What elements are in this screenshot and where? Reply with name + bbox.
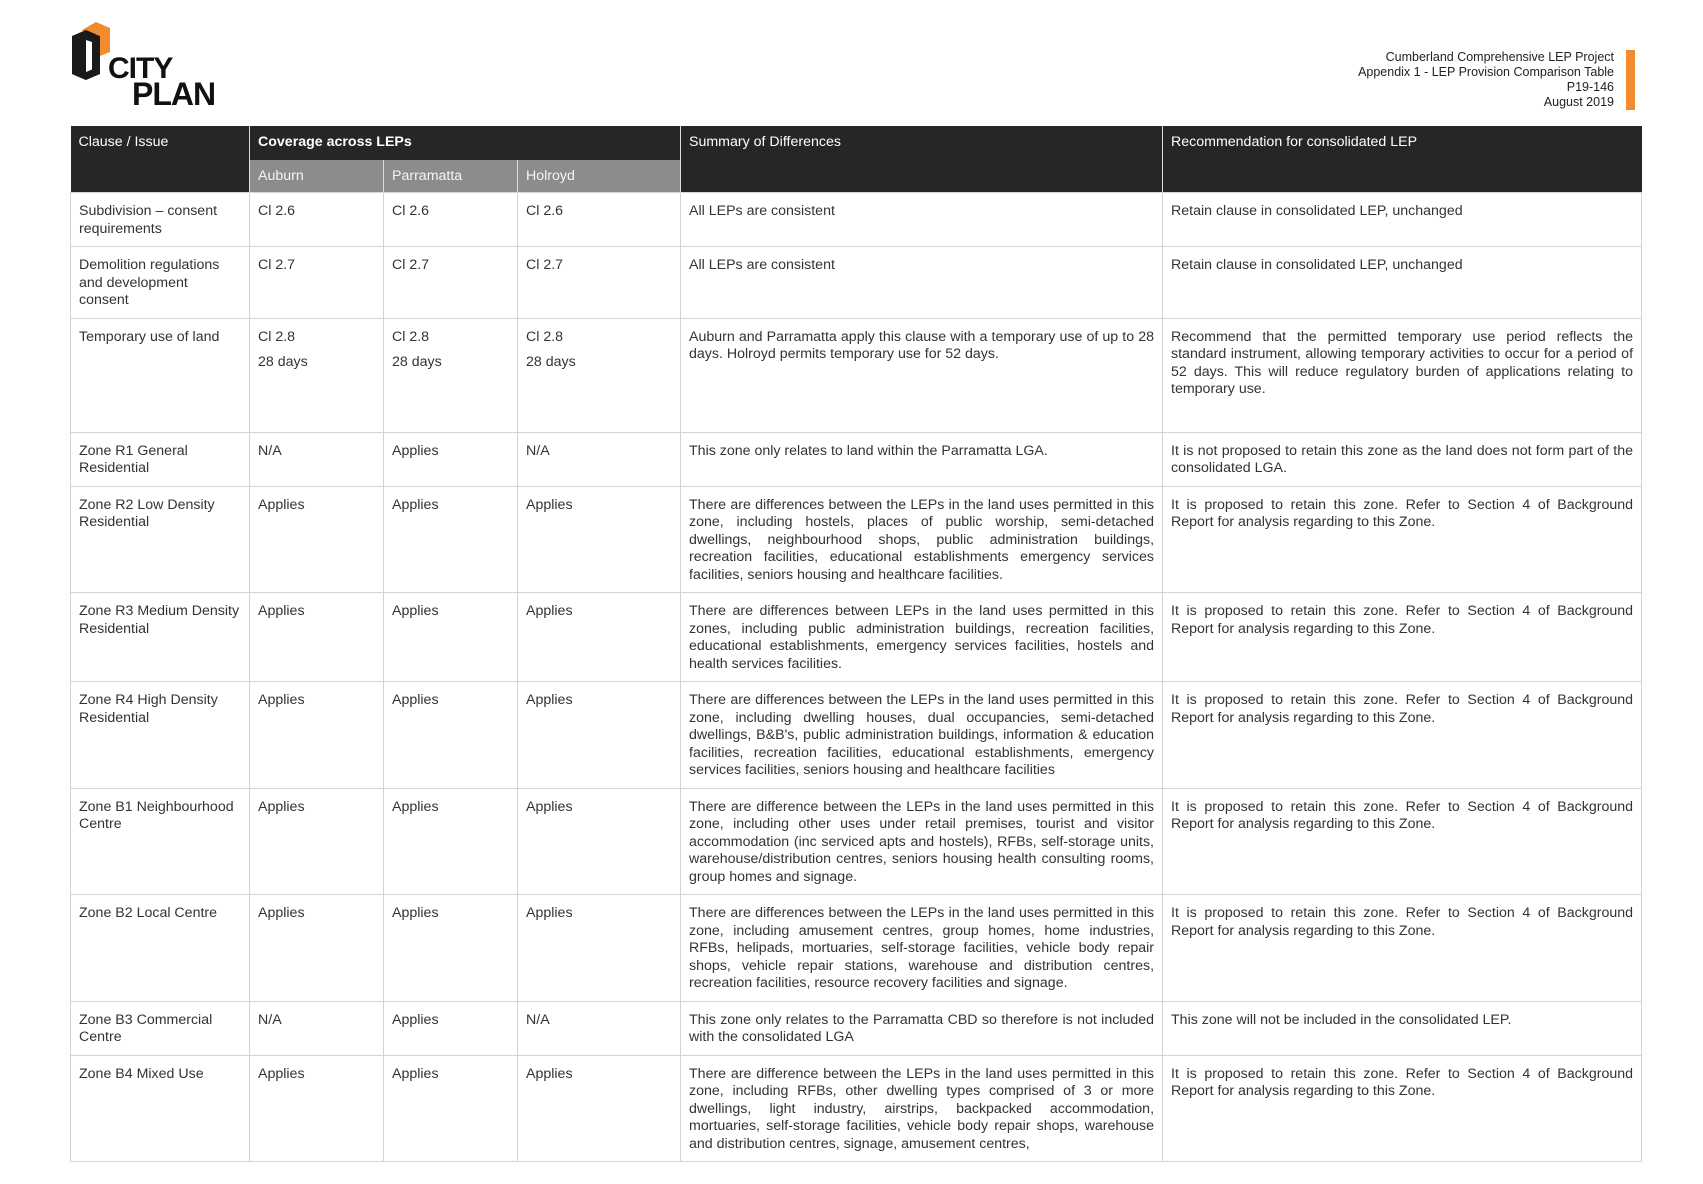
header-recommendation: Recommendation for consolidated LEP xyxy=(1163,126,1642,193)
logo-text-city: CITY xyxy=(108,52,173,85)
header-parramatta: Parramatta xyxy=(384,160,518,193)
cell-parramatta-value: Cl 2.7 xyxy=(392,257,430,273)
cell-auburn-value: Applies xyxy=(258,603,305,619)
cell-recommendation: It is proposed to retain this zone. Refer to Section 4 of Background Report for analysis regarding to this Zone. xyxy=(1163,682,1642,789)
cell-parramatta xyxy=(384,895,518,1002)
lep-comparison-table xyxy=(70,126,1642,1162)
cell-holroyd xyxy=(518,593,681,682)
header-holroyd: Holroyd xyxy=(518,160,681,193)
table-row xyxy=(71,788,1642,895)
cell-parramatta xyxy=(384,1001,518,1055)
cell-parramatta xyxy=(384,318,518,432)
cell-auburn-value: Applies xyxy=(258,496,305,513)
cell-parramatta-value: Cl 2.6 xyxy=(392,203,430,219)
cell-clause: Zone B3 Commercial Centre xyxy=(71,1001,250,1055)
cell-auburn-days: 28 days xyxy=(258,354,308,370)
cell-holroyd xyxy=(518,788,681,895)
cell-auburn xyxy=(250,193,384,247)
cell-holroyd xyxy=(518,682,681,789)
cell-auburn xyxy=(250,895,384,1002)
cell-holroyd-value: Cl 2.6 xyxy=(526,203,564,219)
table-row xyxy=(71,486,1642,593)
table-row xyxy=(71,1001,1642,1055)
cell-auburn-value: Applies xyxy=(258,1065,305,1082)
cell-parramatta xyxy=(384,1055,518,1162)
table-row xyxy=(71,247,1642,319)
cell-parramatta xyxy=(384,193,518,247)
cell-auburn xyxy=(250,593,384,682)
project-title: Cumberland Comprehensive LEP Project xyxy=(1385,50,1614,64)
cell-parramatta-value: Applies xyxy=(392,496,439,513)
cell-auburn-value: N/A xyxy=(258,1011,282,1028)
cell-holroyd-value: Applies xyxy=(526,496,573,513)
cell-holroyd xyxy=(518,1055,681,1162)
cell-holroyd-value: Applies xyxy=(526,1065,573,1082)
cell-holroyd-value: Applies xyxy=(526,905,573,921)
cell-auburn-value: N/A xyxy=(258,442,282,459)
cell-clause: Zone R3 Medium Density Residential xyxy=(71,593,250,682)
cell-summary: This zone only relates to land within the Parramatta LGA. xyxy=(681,432,1163,486)
cityplan-logo xyxy=(70,22,230,112)
logo-text-plan: PLAN xyxy=(132,76,216,112)
cell-holroyd-value: Applies xyxy=(526,692,573,708)
table-row xyxy=(71,318,1642,432)
cell-parramatta xyxy=(384,682,518,789)
cell-auburn-value: Applies xyxy=(258,905,305,921)
cell-holroyd-value: Cl 2.8 xyxy=(526,328,564,345)
cell-holroyd xyxy=(518,486,681,593)
cell-recommendation: It is proposed to retain this zone. Refer to Section 4 of Background Report for analysis regarding to this Zone. xyxy=(1163,1055,1642,1162)
cell-parramatta-value: Applies xyxy=(392,1065,439,1082)
cell-holroyd xyxy=(518,318,681,432)
header-auburn: Auburn xyxy=(250,160,384,193)
cell-parramatta-days: 28 days xyxy=(392,354,442,370)
table-row xyxy=(71,593,1642,682)
cell-auburn-value: Cl 2.8 xyxy=(258,328,296,345)
cell-summary: There are difference between the LEPs in the land uses permitted in this zone, including RFBs, other dwelling types comprised of 3 or more dwellings, light industry, airstrips, backpacked accommodation, mortuaries, self-storage facilities, vehicle body repair shops, warehouse and distribution centres, signage, amusement centres, xyxy=(681,1055,1163,1162)
cell-summary: There are differences between LEPs in the land uses permitted in this zones, including public administration buildings, recreation facilities, educational establishments, emergency services facilities, hostels and health services facilities. xyxy=(681,593,1163,682)
cell-recommendation: It is proposed to retain this zone. Refer to Section 4 of Background Report for analysis regarding to this Zone. xyxy=(1163,788,1642,895)
cell-summary: Auburn and Parramatta apply this clause with a temporary use of up to 28 days. Holroyd permits temporary use for 52 days. xyxy=(681,318,1163,432)
cell-auburn xyxy=(250,1055,384,1162)
cell-clause: Zone R1 General Residential xyxy=(71,432,250,486)
cell-auburn-value: Cl 2.7 xyxy=(258,257,296,273)
cell-parramatta-value: Applies xyxy=(392,692,439,708)
cell-clause: Zone B4 Mixed Use xyxy=(71,1055,250,1162)
cell-clause: Temporary use of land xyxy=(71,318,250,432)
cell-clause: Zone B1 Neighbourhood Centre xyxy=(71,788,250,895)
cell-recommendation: Recommend that the permitted temporary use period reflects the standard instrument, allowing temporary activities to occur for a period of 52 days. This will reduce regulatory burden of applications relating to temporary use. xyxy=(1163,318,1642,432)
cell-auburn xyxy=(250,247,384,319)
header-clause: Clause / Issue xyxy=(71,126,250,193)
cell-auburn xyxy=(250,432,384,486)
cell-clause: Zone R2 Low Density Residential xyxy=(71,486,250,593)
table-row xyxy=(71,682,1642,789)
cell-parramatta xyxy=(384,593,518,682)
cell-summary: There are differences between the LEPs in the land uses permitted in this zone, including dwelling houses, dual occupancies, semi-detached dwellings, B&B's, public administration buildings, information & education facilities, recreation facilities, educational establishments, emergency services facilities, seniors housing and healthcare facilities xyxy=(681,682,1163,789)
cell-holroyd-value: N/A xyxy=(526,442,550,459)
header-summary: Summary of Differences xyxy=(681,126,1163,193)
cell-holroyd-days: 28 days xyxy=(526,354,576,370)
cell-recommendation: Retain clause in consolidated LEP, unchanged xyxy=(1163,193,1642,247)
cell-parramatta-value: Applies xyxy=(392,798,439,815)
table-row xyxy=(71,1055,1642,1162)
cell-clause: Zone R4 High Density Residential xyxy=(71,682,250,789)
cell-parramatta-value: Applies xyxy=(392,442,439,459)
document-date: August 2019 xyxy=(1543,95,1614,109)
cell-auburn xyxy=(250,486,384,593)
cell-summary: All LEPs are consistent xyxy=(681,193,1163,247)
cell-parramatta xyxy=(384,486,518,593)
cell-recommendation: It is not proposed to retain this zone as the land does not form part of the consolidated LGA. xyxy=(1163,432,1642,486)
table-row xyxy=(71,895,1642,1002)
cell-auburn xyxy=(250,682,384,789)
cell-parramatta-value: Applies xyxy=(392,1011,439,1028)
cell-parramatta xyxy=(384,788,518,895)
cell-clause: Zone B2 Local Centre xyxy=(71,895,250,1002)
cell-summary: There are differences between the LEPs in the land uses permitted in this zone, including hostels, places of public worship, semi-detached dwellings, neighbourhood shops, public administration buildings, recreation facilities, educational establishments emergency services facilities, seniors housing and healthcare facilities. xyxy=(681,486,1163,593)
cell-recommendation: It is proposed to retain this zone. Refer to Section 4 of Background Report for analysis regarding to this Zone. xyxy=(1163,486,1642,593)
cell-recommendation: It is proposed to retain this zone. Refer to Section 4 of Background Report for analysis regarding to this Zone. xyxy=(1163,593,1642,682)
cell-holroyd xyxy=(518,193,681,247)
document-info xyxy=(1358,50,1635,110)
table-row xyxy=(71,193,1642,247)
cell-holroyd-value: Cl 2.7 xyxy=(526,257,564,273)
cell-holroyd-value: Applies xyxy=(526,603,573,619)
project-reference: P19-146 xyxy=(1566,80,1614,94)
cell-parramatta-value: Cl 2.8 xyxy=(392,328,430,345)
cell-clause: Demolition regulations and development consent xyxy=(71,247,250,319)
cell-summary: There are differences between the LEPs in the land uses permitted in this zone, including amusement centres, group homes, home industries, RFBs, helipads, mortuaries, self-storage facilities, vehicle body repair shops, vehicle repair stations, warehouse and distribution centres, recreation facilities, resource recovery facilities and signage. xyxy=(681,895,1163,1002)
cell-parramatta-value: Applies xyxy=(392,905,439,921)
cell-holroyd-value: Applies xyxy=(526,798,573,815)
cell-holroyd-value: N/A xyxy=(526,1011,550,1028)
cell-holroyd xyxy=(518,1001,681,1055)
cell-auburn-value: Applies xyxy=(258,798,305,815)
table-row xyxy=(71,432,1642,486)
cell-parramatta-value: Applies xyxy=(392,603,439,619)
cell-summary: All LEPs are consistent xyxy=(681,247,1163,319)
cell-recommendation: Retain clause in consolidated LEP, unchanged xyxy=(1163,247,1642,319)
header-coverage: Coverage across LEPs xyxy=(250,126,681,160)
cell-recommendation: This zone will not be included in the consolidated LEP. xyxy=(1163,1001,1642,1055)
table-header-row xyxy=(71,126,1642,160)
cell-summary: There are difference between the LEPs in the land uses permitted in this zone, including other uses under retail premises, tourist and visitor accommodation (inc serviced apts and hostels), RFBs, self-storage units, warehouse/distribution centres, seniors housing health consulting rooms, group homes and signage. xyxy=(681,788,1163,895)
cell-auburn-value: Cl 2.6 xyxy=(258,203,296,219)
cell-recommendation: It is proposed to retain this zone. Refer to Section 4 of Background Report for analysis regarding to this Zone. xyxy=(1163,895,1642,1002)
cell-auburn-value: Applies xyxy=(258,692,305,708)
cell-holroyd xyxy=(518,247,681,319)
cell-holroyd xyxy=(518,895,681,1002)
appendix-title: Appendix 1 - LEP Provision Comparison Table xyxy=(1358,65,1614,79)
cell-auburn xyxy=(250,318,384,432)
cell-auburn xyxy=(250,1001,384,1055)
cell-summary: This zone only relates to the Parramatta CBD so therefore is not included with the consolidated LGA xyxy=(681,1001,1163,1055)
cell-holroyd xyxy=(518,432,681,486)
cell-parramatta xyxy=(384,432,518,486)
cell-parramatta xyxy=(384,247,518,319)
cell-clause: Subdivision – consent requirements xyxy=(71,193,250,247)
cell-auburn xyxy=(250,788,384,895)
